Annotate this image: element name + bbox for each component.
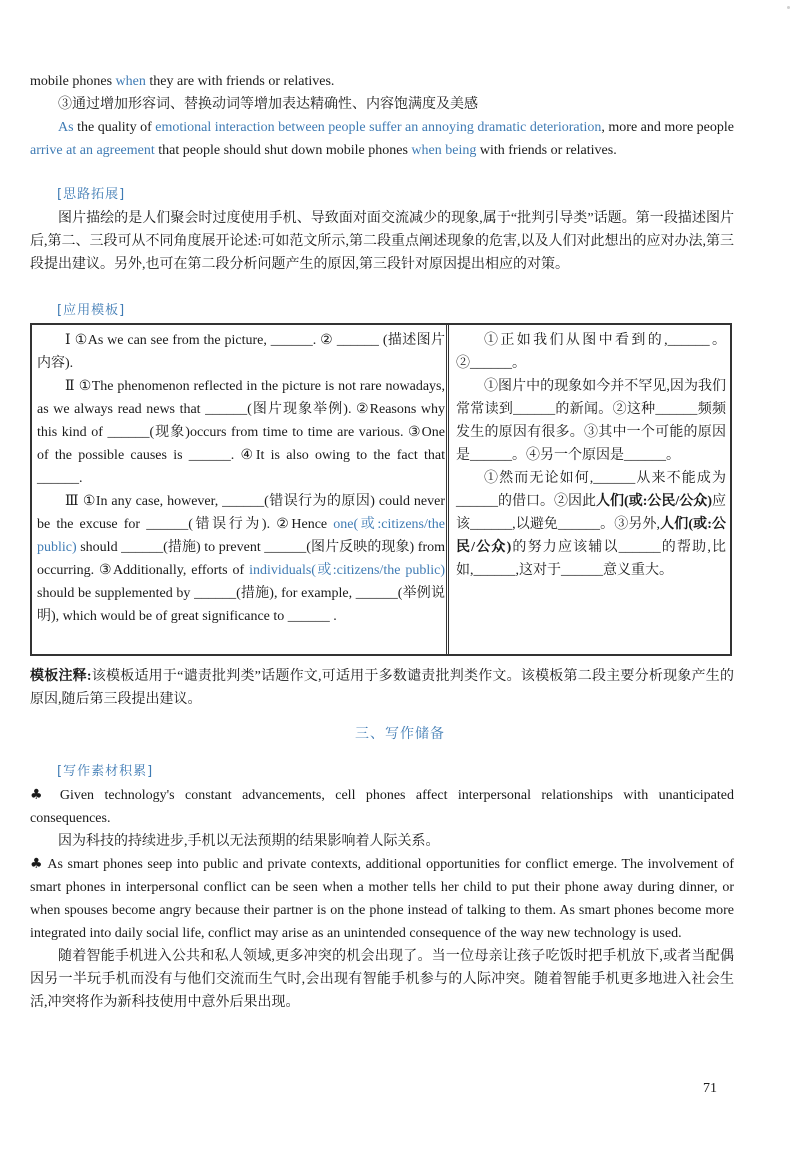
ideas-paragraph: 图片描绘的是人们聚会时过度使用手机、导致面对面交流减少的现象,属于“批判引导类”话题。第一段描述图片后,第二、三段可从不同角度展开论述:可如范文所示,第二段重点阐述现象的危害,以及人们对此想出的应对办法,第三段提出建议。另外,也可在第二段分析问题产生的原因,第三段针对原因提出相应的对策。 [30,211,734,272]
tag-template: [应用模板] [57,303,126,318]
note-label: 模板注释: [30,669,92,684]
text: 应该______,以避免______。③另外, [456,494,726,532]
note-text: 该模板适用于“谴责批判类”话题作文,可适用于多数谴责批判类作文。该模板第二段主要分析现象产生的原因,随后第三段提出建议。 [30,669,734,707]
text: As smart phones seep into public and private contexts, additional opportunities for conflict emerge. The involvement of smart phones in interpersonal conflict can be seen when a mother tells her child to put their phone away during dinner, or when spouses become angry because their partner is on the phone instead of talking to them. As smart phones become more integrated into daily social life, conflict may arise as an unintended consequence of the way new technology is used. [30,857,734,941]
template-en-p1: Ⅰ ①As we can see from the picture, ______. ② ______ (描述图片内容). [37,333,445,371]
edge-dot [787,6,790,9]
material-en-2 [30,853,734,945]
highlight-when-being: when being [411,143,477,158]
text: ①然而无论如何,______从来不能成为______的借口。②因此 [456,471,726,509]
material-en-1 [30,784,734,830]
template-en-p3 [37,490,445,628]
template-table [30,323,732,656]
section-heading: 三、写作储备 [355,726,445,742]
example-text: the quality of [73,120,156,135]
highlight-as: As [58,120,74,135]
text: 的努力应该辅以______的帮助,比如,______,这对于______意义重大。 [456,540,726,578]
point-3: ③通过增加形容词、替换动词等增加表达精确性、内容饱满度及美感 [58,97,478,112]
text: Given technology's constant advancements, cell phones affect interpersonal relationships with unanticipated consequences. [30,788,734,826]
page-number: 71 [703,1081,717,1096]
template-cn-p1: ①正如我们从图中看到的,______。②______。 [456,333,726,371]
example-text: with friends or relatives. [476,143,617,158]
intro-line [30,70,734,93]
highlight-agree: arrive at an agreement [30,143,155,158]
material-cn-2: 随着智能手机进入公共和私人领域,更多冲突的机会出现了。当一位母亲让孩子吃饭时把手机放下,或者当配偶因另一半玩手机而没有与他们交流而生气时,会出现有智能手机参与的人际冲突。随着智能手机更多地进入社会生活,冲突将作为新科技使用中意外后果出现。 [30,949,734,1010]
text: should be supplemented by ______(措施), for example, ______(举例说明), which would be of great significance to ______ . [37,586,445,624]
club-icon: ♣ [30,787,50,803]
text: Ⅲ ①In any case, however, ______(错误行为的原因) could never be the excuse for ______(错误行为). ②Hence [37,494,445,532]
club-icon: ♣ [30,856,44,872]
material-section [30,784,734,1014]
text: should ______(措施) to prevent ______(图片反映的现象) from occurring. ③Additionally, efforts of [37,540,445,578]
example-sentence [30,116,734,162]
template-en-p2: Ⅱ ①The phenomenon reflected in the picture is not rare nowadays, as we always read news that ______(图片现象举例). ②Reasons why this kind of ______(现象)occurs from time to time are various. ③One of the possible causes is ______. ④It is also owing to the fact that ______. [37,379,445,486]
example-text: , more and more people [601,120,734,135]
material-cn-1: 因为科技的持续进步,手机以无法预期的结果影响着人际关系。 [58,834,440,849]
template-chinese [456,329,726,582]
template-cn-p3 [456,467,726,582]
highlight-individuals: individuals(或:citizens/the public) [249,563,445,578]
highlight-one: one(或:citizens/the public) [37,517,445,555]
tag-ideas: [思路拓展] [57,187,126,202]
highlight-when: when [115,74,146,89]
template-english [37,329,445,628]
bold-people: 人们(或:公民/公众) [596,494,712,509]
intro-text: they are with friends or relatives. [145,74,335,89]
bold-people: 人们(或:公民/公众) [456,517,726,555]
column-divider [446,325,449,654]
highlight-emotional: emotional interaction between people suffer an annoying dramatic deterioration [155,120,602,135]
template-cn-p2: ①图片中的现象如今并不罕见,因为我们常常读到______的新闻。②这种______频频发生的原因有很多。③其中一个可能的原因是______。④另一个原因是______。 [456,379,726,463]
example-text: that people should shut down mobile phones [154,143,412,158]
template-note [30,665,734,711]
intro-text: mobile phones [30,74,116,89]
tag-material: [写作素材积累] [57,764,154,779]
